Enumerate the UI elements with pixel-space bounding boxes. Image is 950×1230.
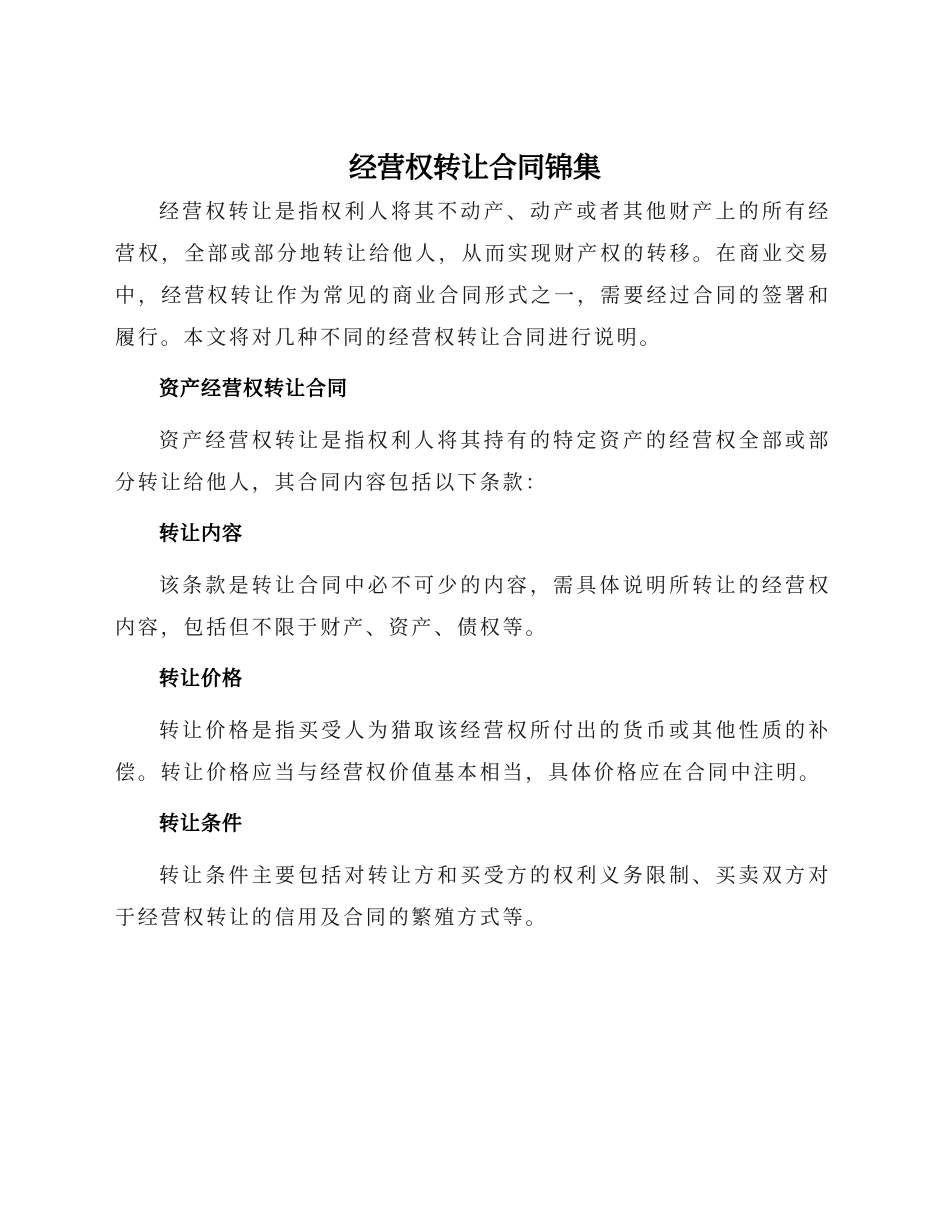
section-paragraph-transfer-content: 该条款是转让合同中必不可少的内容，需具体说明所转让的经营权内容，包括但不限于财产、资产、债权等。	[115, 573, 831, 639]
section-paragraph-asset-transfer: 资产经营权转让是指权利人将其持有的特定资产的经营权全部或部分转让给他人，其合同内容包括以下条款：	[115, 428, 831, 494]
section-heading-transfer-price: 转让价格	[159, 666, 243, 690]
document-body	[115, 190, 831, 938]
section-heading-transfer-content: 转让内容	[159, 521, 243, 545]
section-paragraph-transfer-price: 转让价格是指买受人为猎取该经营权所付出的货币或其他性质的补偿。转让价格应当与经营权价值基本相当，具体价格应在合同中注明。	[115, 718, 831, 784]
section-paragraph-transfer-conditions: 转让条件主要包括对转让方和买受方的权利义务限制、买卖双方对于经营权转让的信用及合同的繁殖方式等。	[115, 863, 831, 929]
document-title: 经营权转让合同锦集	[348, 151, 601, 184]
section-heading-asset-transfer: 资产经营权转让合同	[159, 376, 348, 400]
section-heading-transfer-conditions: 转让条件	[159, 811, 243, 835]
intro-paragraph: 经营权转让是指权利人将其不动产、动产或者其他财产上的所有经营权，全部或部分地转让给他人，从而实现财产权的转移。在商业交易中，经营权转让作为常见的商业合同形式之一，需要经过合同的签署和履行。本文将对几种不同的经营权转让合同进行说明。	[115, 199, 831, 349]
